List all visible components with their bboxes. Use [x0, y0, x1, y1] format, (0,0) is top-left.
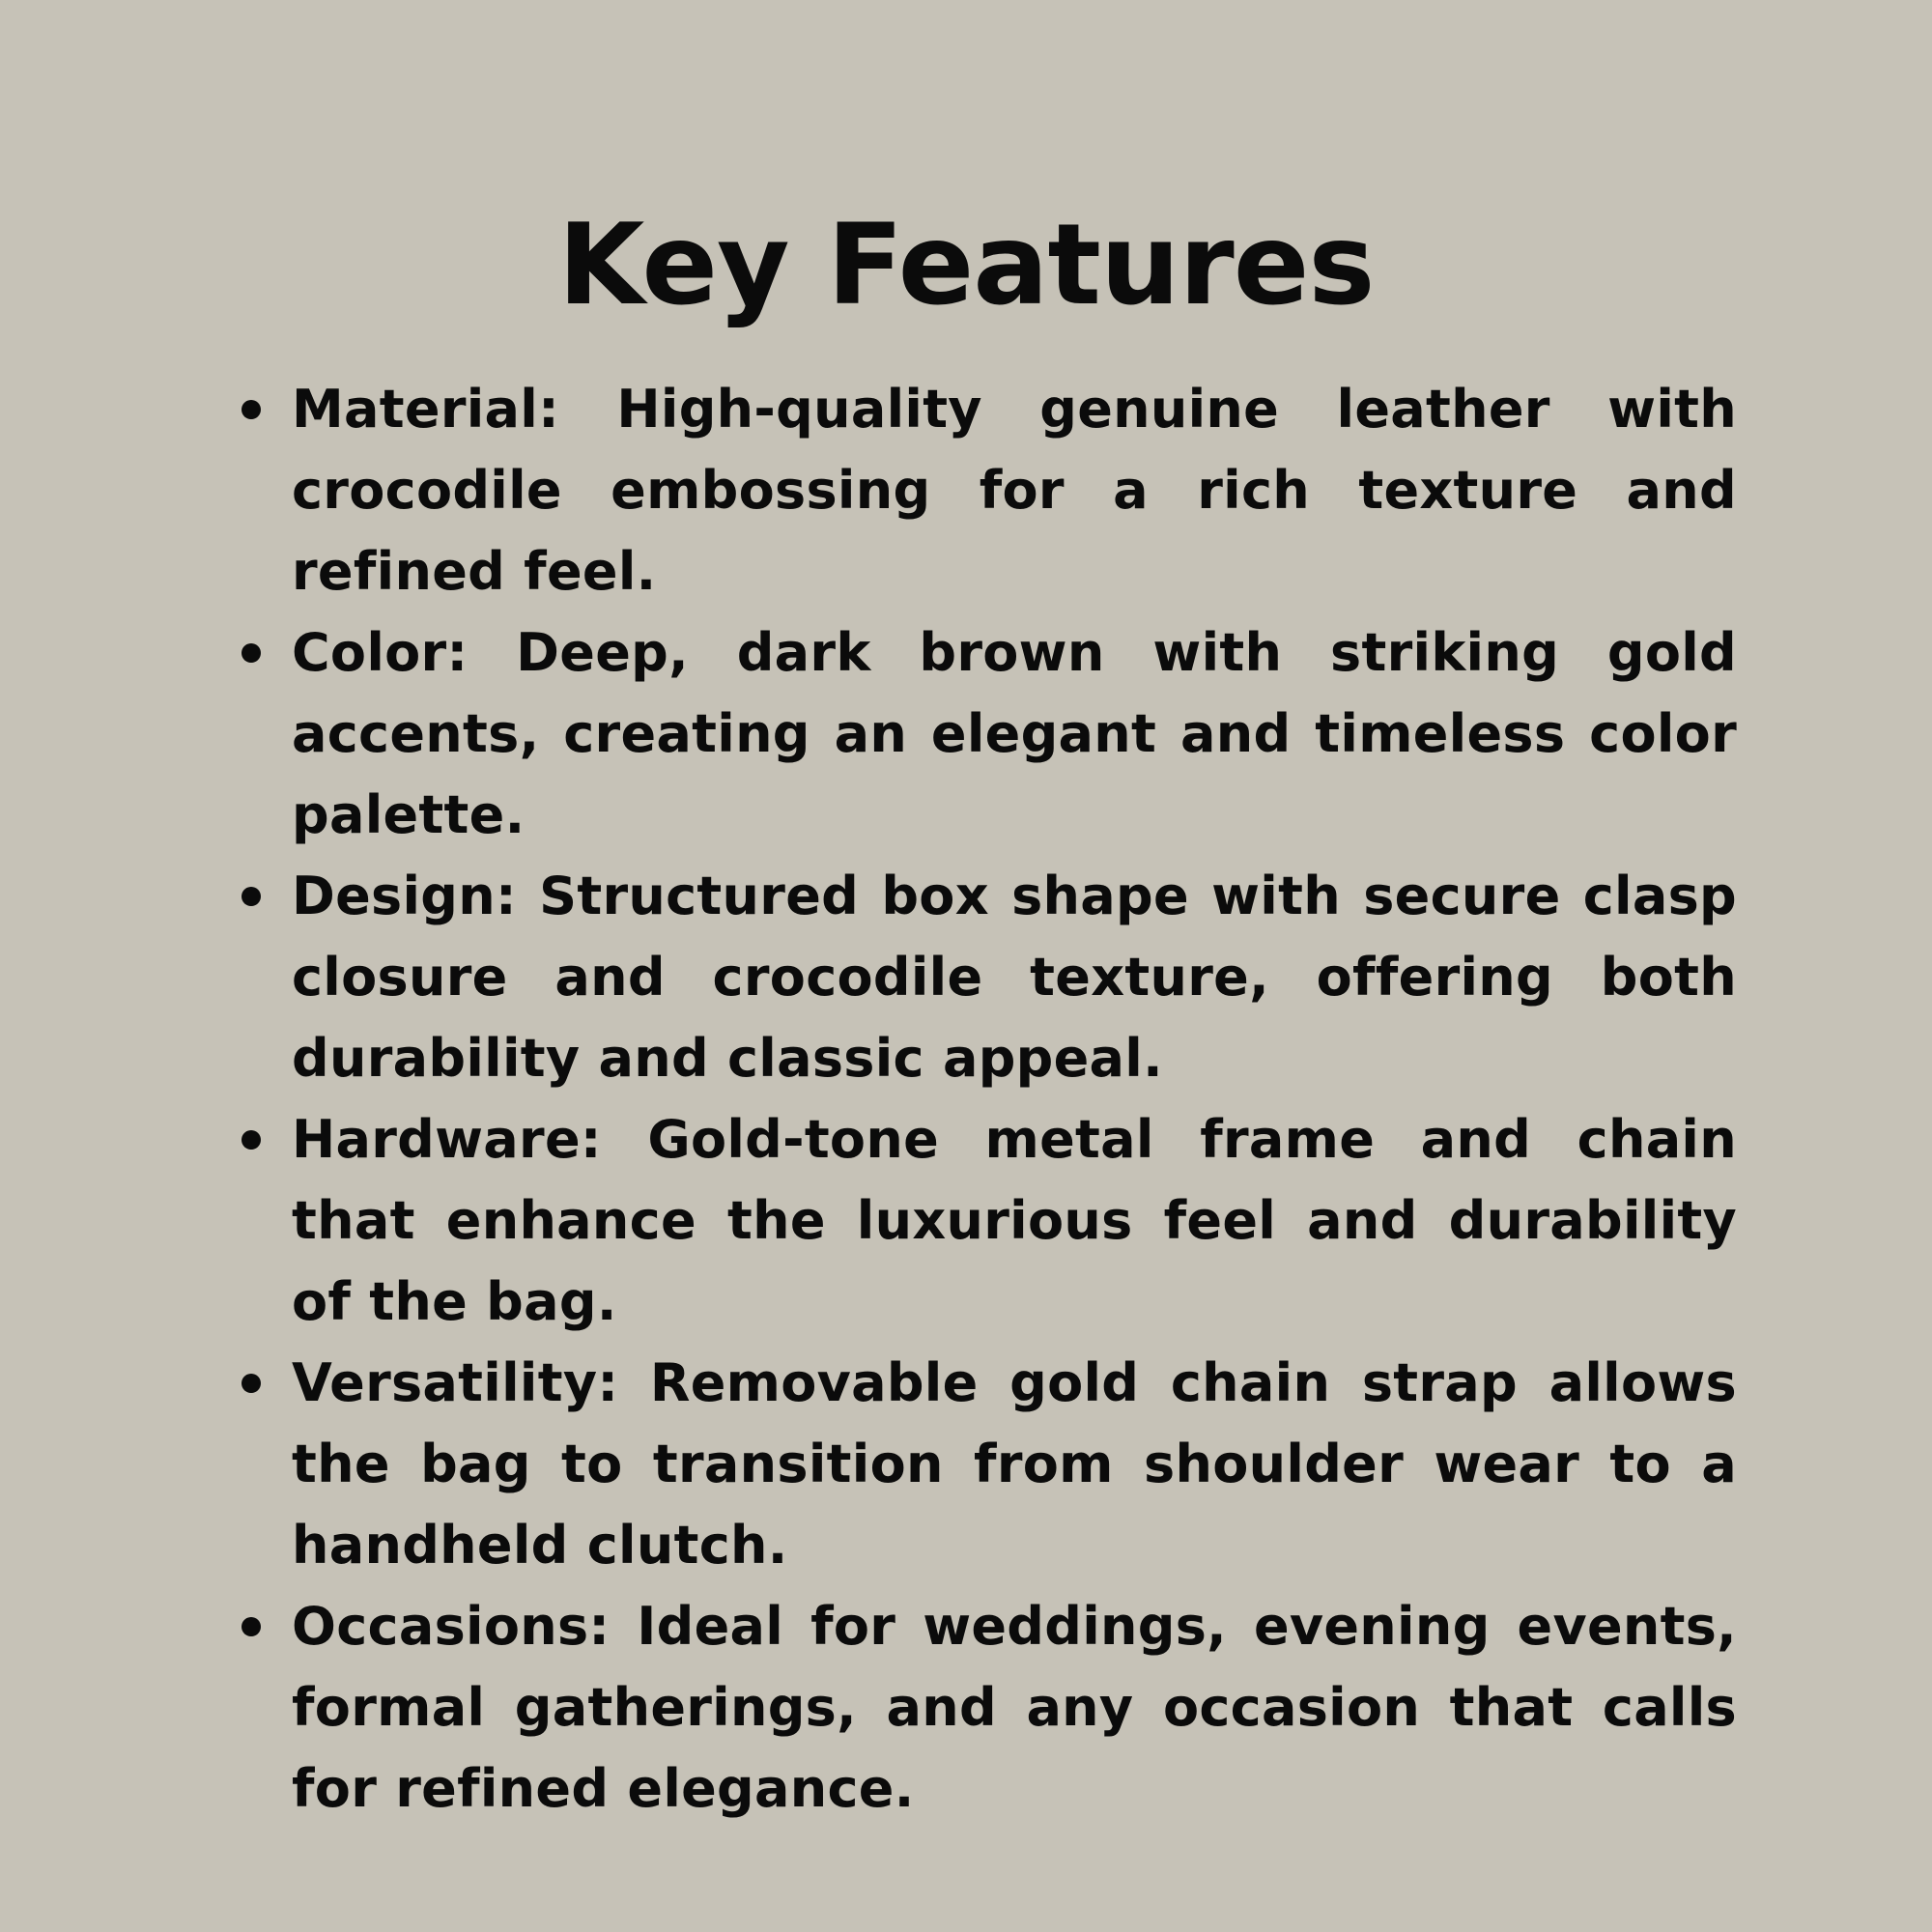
feature-text: Material: High-quality genuine leather with crocodile embossing for a rich texture and refined feel.	[292, 379, 1737, 602]
feature-item-design	[292, 856, 1737, 1099]
feature-text: Hardware: Gold-tone metal frame and chain that enhance the luxurious feel and durability of the bag.	[292, 1109, 1737, 1332]
feature-item-color	[292, 612, 1737, 856]
bullet-icon	[242, 400, 261, 419]
bullet-icon	[242, 887, 261, 906]
feature-text: Design: Structured box shape with secure clasp closure and crocodile texture, offering both durability and classic appeal.	[292, 866, 1737, 1089]
feature-item-material	[292, 369, 1737, 612]
bullet-icon	[242, 1617, 261, 1636]
feature-item-hardware	[292, 1099, 1737, 1343]
feature-text: Versatility: Removable gold chain strap allows the bag to transition from shoulder wear to a handheld clutch.	[292, 1352, 1737, 1576]
feature-list	[292, 369, 1737, 1830]
feature-item-versatility	[292, 1343, 1737, 1586]
feature-text: Occasions: Ideal for weddings, evening events, formal gatherings, and any occasion that calls for refined elegance.	[292, 1596, 1737, 1819]
bullet-icon	[242, 643, 261, 663]
bullet-icon	[242, 1130, 261, 1150]
page-title: Key Features	[557, 200, 1375, 330]
bullet-icon	[242, 1374, 261, 1393]
feature-text: Color: Deep, dark brown with striking gold accents, creating an elegant and timeless color palette.	[292, 622, 1737, 845]
feature-item-occasions	[292, 1586, 1737, 1830]
